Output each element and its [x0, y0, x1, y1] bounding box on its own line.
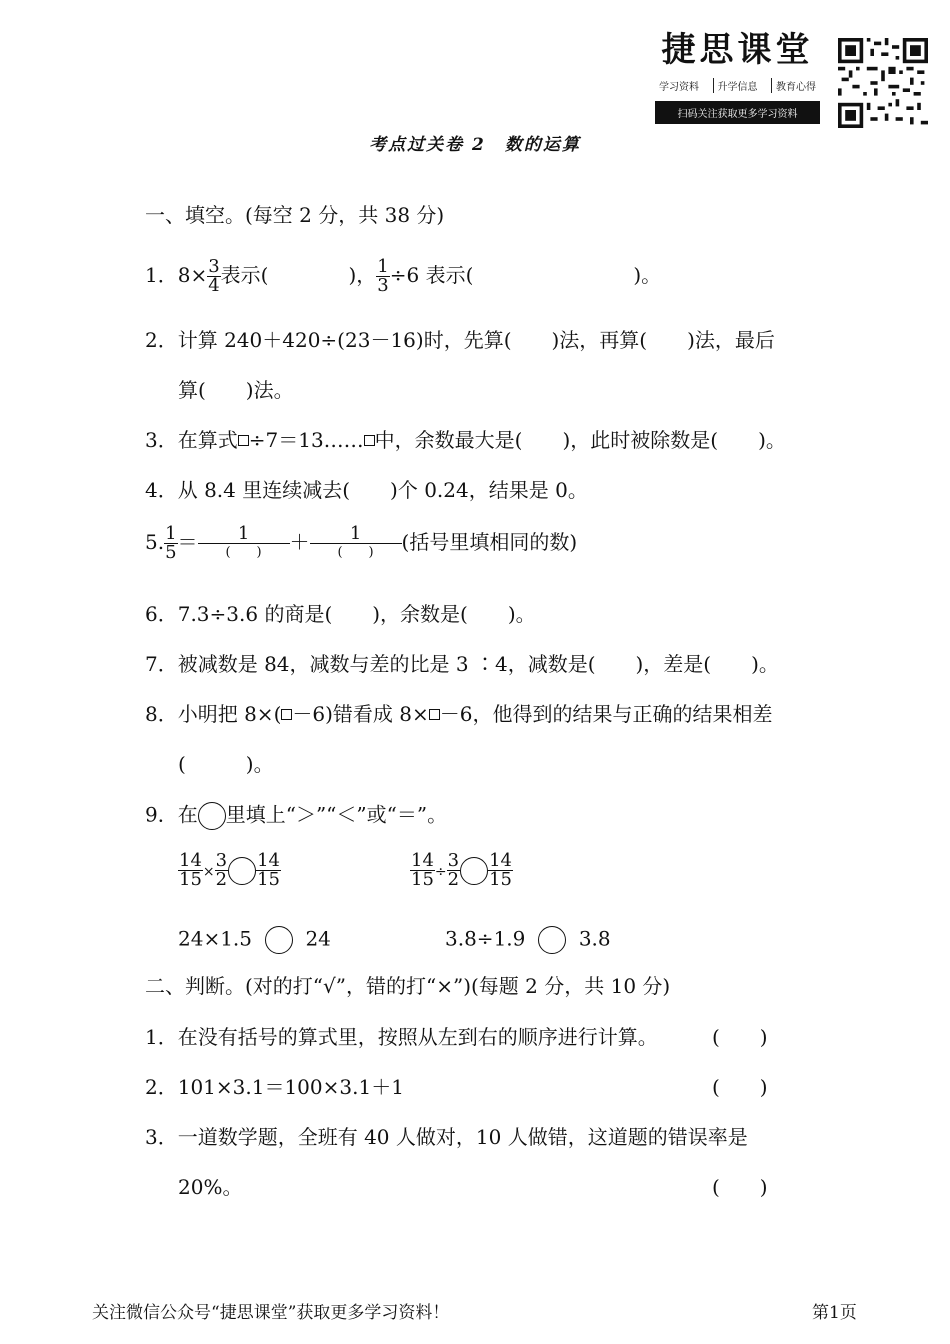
- fraction: $\frac{3}{2}$: [215, 850, 228, 890]
- brand-tag: 教育心得: [771, 78, 820, 93]
- circle-icon: [198, 802, 226, 830]
- box-icon: [281, 709, 292, 720]
- brand-tags: [655, 78, 820, 93]
- judge-3: 3．一道数学题，全班有 40 人做对，10 人做错，这道题的错误率是: [145, 1125, 748, 1149]
- section-header: 一、填空。(每空 2 分，共 38 分): [145, 203, 445, 227]
- fraction: $\frac{14}{15}$: [411, 850, 434, 890]
- question-2: 2．计算 240＋420÷(23－16)时，先算( )法，再算( )法，最后: [145, 328, 775, 352]
- question-2-cont: 算( )法。: [178, 378, 294, 402]
- answer-circle[interactable]: [460, 857, 488, 885]
- brand-name: 捷思课堂: [661, 30, 814, 70]
- question-4: 4．从 8.4 里连续减去( )个 0.24，结果是 0。: [145, 478, 588, 502]
- brand-block: [655, 30, 820, 124]
- question-3: 3．在算式 ÷7＝13…… 中，余数最大是( )，此时被除数是( )。: [145, 428, 786, 452]
- section-header: 二、判断。(对的打“√”，错的打“×”)(每题 2 分，共 10 分): [145, 974, 671, 998]
- fraction: $\frac{3}{2}$: [447, 850, 460, 890]
- question-9: 9．在 里填上“＞”“＜”或“＝”。: [145, 802, 447, 830]
- answer-circle[interactable]: [265, 926, 293, 954]
- answer-circle[interactable]: [228, 857, 256, 885]
- judge-1: 1．在没有括号的算式里，按照从左到右的顺序进行计算。: [145, 1025, 658, 1049]
- fraction: $\frac{1}{( )}$: [198, 525, 290, 562]
- question-1: 1．8× $\frac{3}{4}$ 表示( )， $\frac{1}{3}$ ÷6 表示( )。: [145, 256, 662, 296]
- judge-2: 2．101×3.1＝100×3.1＋1: [145, 1075, 404, 1099]
- question-7: 7．被减数是 84，减数与差的比是 3 ∶4，减数是( )，差是( )。: [145, 652, 779, 676]
- fraction: $\frac{14}{15}$: [489, 850, 512, 890]
- fraction: $\frac{14}{15}$: [257, 850, 280, 890]
- box-icon: [238, 435, 249, 446]
- question-8-cont: ( )。: [178, 752, 274, 776]
- brand-tag: 升学信息: [713, 78, 762, 93]
- box-icon: [429, 709, 440, 720]
- footer-note: 关注微信公众号“捷思课堂”获取更多学习资料！: [92, 1303, 450, 1323]
- question-5: 5. $\frac{1}{5}$ ＝ $\frac{1}{( )}$ ＋ $\frac{1}{( )}$ (括号里填相同的数): [145, 523, 578, 563]
- fraction: $\frac{1}{3}$: [377, 256, 389, 296]
- page-number: 第1页: [812, 1303, 857, 1323]
- judge-3-cont: 20%。: [178, 1175, 243, 1199]
- fraction: $\frac{1}{( )}$: [310, 525, 402, 562]
- fraction: $\frac{3}{4}$: [208, 256, 220, 296]
- answer-blank[interactable]: ( ): [712, 1175, 768, 1199]
- compare-4: 3.8÷1.9 3.8: [445, 926, 611, 954]
- question-8: 8．小明把 8×( －6)错看成 8× －6，他得到的结果与正确的结果相差: [145, 702, 773, 726]
- brand-banner: 扫码关注获取更多学习资料: [655, 101, 820, 124]
- compare-3: 24×1.5 24: [178, 926, 331, 954]
- fraction: $\frac{1}{5}$: [165, 523, 177, 563]
- fraction: $\frac{14}{15}$: [179, 850, 202, 890]
- page-title: 考点过关卷 2 数的运算: [369, 135, 581, 155]
- answer-blank[interactable]: ( ): [712, 1075, 768, 1099]
- qr-code-icon: [838, 38, 928, 128]
- compare-2: $\frac{14}{15}$ ÷ $\frac{3}{2}$ $\frac{14}{15}$: [411, 850, 512, 890]
- question-6: 6．7.3÷3.6 的商是( )，余数是( )。: [145, 602, 536, 626]
- box-icon: [364, 435, 375, 446]
- compare-1: $\frac{14}{15}$ × $\frac{3}{2}$ $\frac{14}{15}$: [179, 850, 280, 890]
- answer-blank[interactable]: ( ): [712, 1025, 768, 1049]
- brand-tag: 学习资料: [659, 82, 699, 93]
- answer-circle[interactable]: [538, 926, 566, 954]
